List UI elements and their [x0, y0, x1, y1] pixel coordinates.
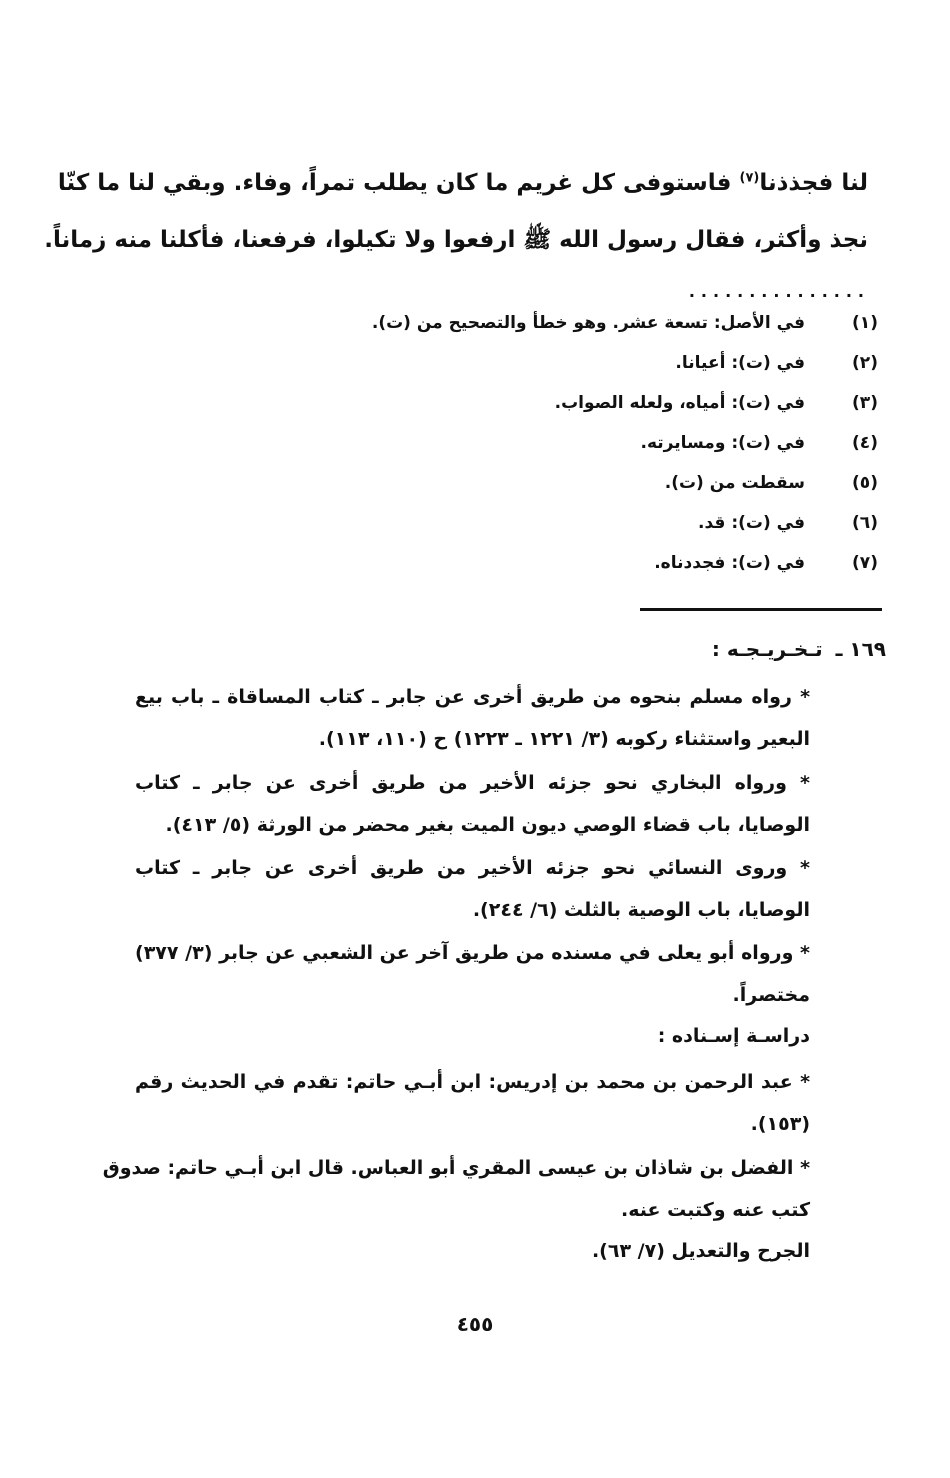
footnote — [285, 393, 885, 423]
section-divider — [640, 608, 882, 611]
paragraph-line: الوصايا، باب الوصية بالثلث (٦/ ٢٤٤). — [472, 899, 810, 921]
footnote-text: في الأصل: تسعة عشر. وهو خطأ والتصحيح من (ت). — [371, 313, 805, 333]
paragraph-line: * عبد الرحمن بن محمد بن إدريس: ابن أبـي حاتم: تقدم في الحديث رقم — [135, 1071, 810, 1093]
paragraph-line: الوصايا، باب قضاء الوصي ديون الميت بغير محضر من الورثة (٥/ ٤١٣). — [165, 814, 810, 836]
main-text-line-1 — [57, 170, 868, 196]
footnote — [285, 433, 885, 463]
footnote — [285, 473, 885, 503]
paragraph-line: مختصراً. — [732, 984, 810, 1006]
footnote-number: (٧) — [852, 553, 878, 573]
main-text-line-1-end: فاستوفى كل غريم ما كان يطلب تمراً، وفاء. وبقي لنا ما كنّا — [57, 170, 740, 196]
footnote-text: في (ت): ومسايرته. — [640, 433, 805, 453]
footnote-number: (٥) — [852, 473, 878, 493]
paragraph-line: كتب عنه وكتبت عنه. — [621, 1199, 810, 1221]
hadith-number: ١٦٩ ـ — [835, 637, 886, 661]
footnote-number: (٦) — [852, 513, 878, 533]
footnote-number: (٣) — [852, 393, 878, 413]
paragraph-line: البعير واستثناء ركوبه (٣/ ١٢٢١ ـ ١٢٢٣) ح (١١٠، ١١٣). — [318, 728, 810, 750]
paragraph-line: * ورواه البخاري نحو جزئه الأخير من طريق أخرى عن جابر ـ كتاب — [135, 772, 810, 794]
isnad-heading: دراسـة إسـناده : — [657, 1025, 810, 1047]
footnote — [285, 513, 885, 543]
takhrij-heading — [712, 637, 886, 661]
paragraph-line: * وروى النسائي نحو جزئه الأخير من طريق أخرى عن جابر ـ كتاب — [135, 857, 810, 879]
footnote-text: في (ت): أمياه، ولعله الصواب. — [554, 393, 805, 413]
footnote-text: سقطت من (ت). — [664, 473, 805, 493]
footnote-number: (١) — [852, 313, 878, 333]
paragraph-line: (١٥٣). — [750, 1113, 810, 1135]
paragraph-line: * رواه مسلم بنحوه من طريق أخرى عن جابر ـ كتاب المساقاة ـ باب بيع — [135, 686, 810, 708]
footnote-separator: ............... — [688, 282, 870, 301]
footnote-number: (٤) — [852, 433, 878, 453]
page-number: ٤٥٥ — [456, 1312, 494, 1336]
footnote-text: في (ت): أعيانا. — [675, 353, 805, 373]
footnote-text: في (ت): فجددناه. — [654, 553, 805, 573]
footnote — [285, 313, 885, 343]
takhrij-label: تـخـريـجـه : — [711, 637, 823, 661]
paragraph-line: الجرح والتعديل (٧/ ٦٣). — [591, 1240, 810, 1262]
footnote-text: في (ت): قد. — [698, 513, 805, 533]
footnote-number: (٢) — [852, 353, 878, 373]
paragraph-line: * ورواه أبو يعلى في مسنده من طريق آخر عن الشعبي عن جابر (٣/ ٣٧٧) — [135, 942, 810, 964]
footnote-ref-7: (٧) — [739, 170, 760, 186]
main-text-line-2: نجذ وأكثر، فقال رسول الله ﷺ ارفعوا ولا تكيلوا، فرفعنا، فأكلنا منه زماناً. — [44, 227, 868, 253]
footnote — [285, 553, 885, 583]
footnote — [285, 353, 885, 383]
paragraph-line: * الفضل بن شاذان بن عيسى المقري أبو العباس. قال ابن أبـي حاتم: صدوق — [102, 1157, 810, 1179]
main-text-line-1-start: لنا فجذذنا — [759, 170, 868, 196]
